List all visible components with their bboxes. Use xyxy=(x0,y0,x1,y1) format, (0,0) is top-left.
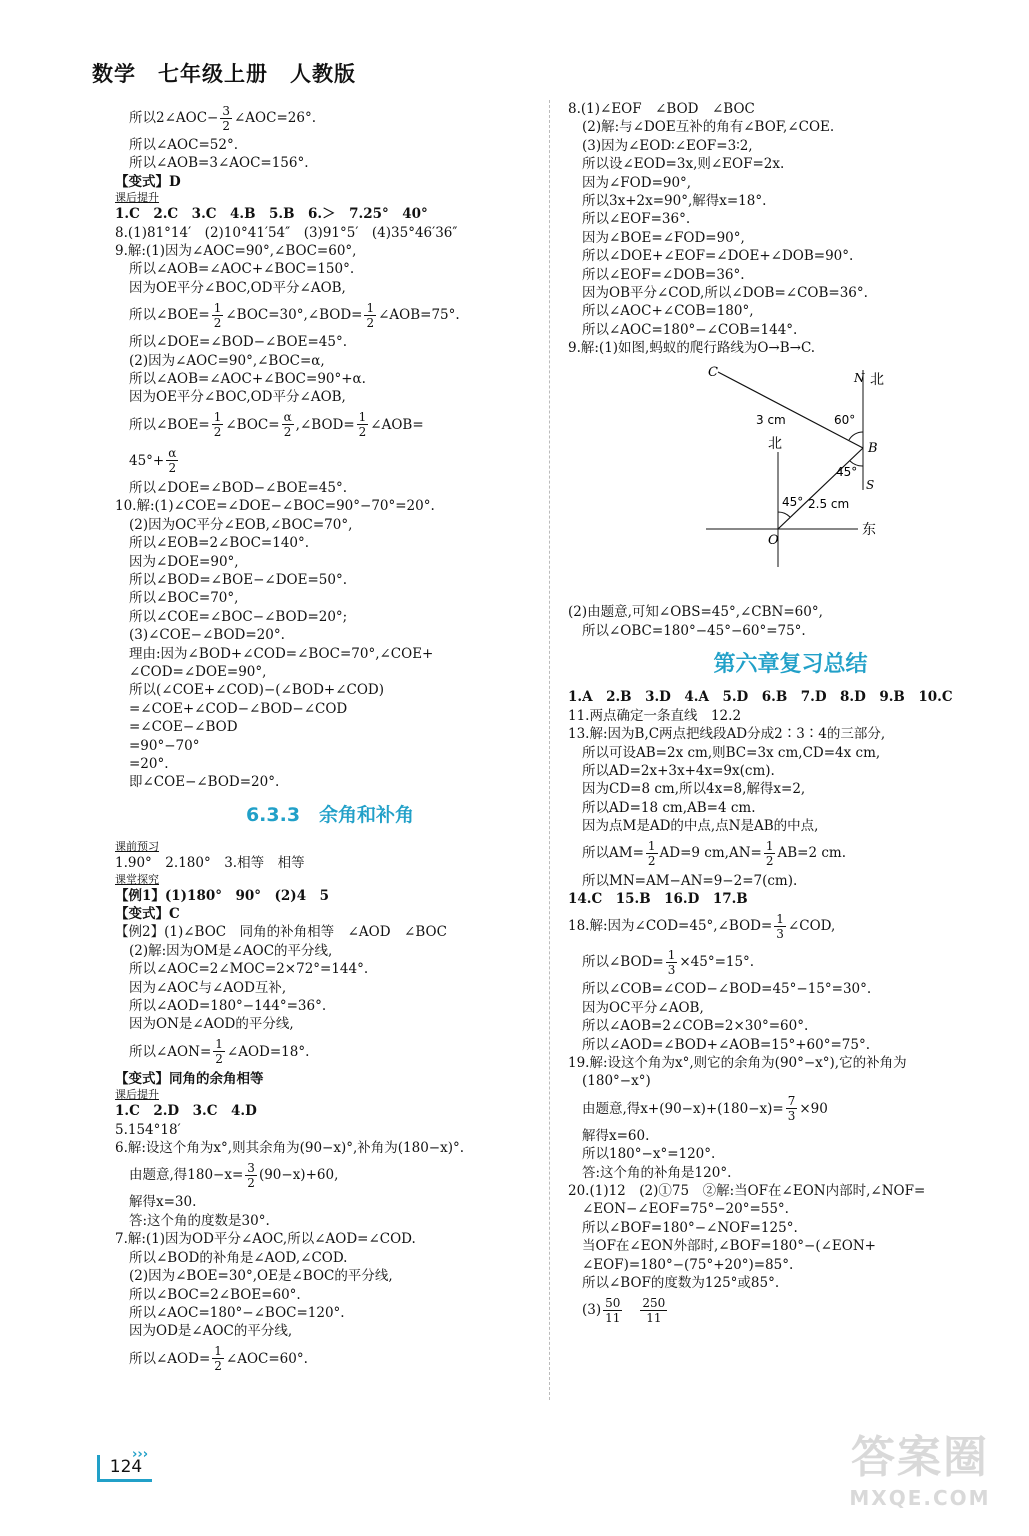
page-arrows-icon: ››› xyxy=(132,1447,149,1462)
solution-line: 9.解:(1)如图,蚂蚁的爬行路线为O→B→C. xyxy=(568,340,816,357)
solution-line: 因为OE平分∠BOC,OD平分∠AOB, xyxy=(129,279,346,296)
text-line: 所以2∠AOC− $\frac{3}{2}$ ∠AOC=26°. xyxy=(129,103,316,133)
solution-line: =90°−70° xyxy=(129,737,200,754)
answer-line: 11.两点确定一条直线 12.2 xyxy=(568,707,742,724)
solution-line: 10.解:(1)∠COE=∠DOE−∠BOC=90°−70°=20°. xyxy=(115,498,435,515)
solution-line: (3)∠COE−∠BOD=20°. xyxy=(129,627,285,644)
solution-line: 因为ON是∠AOD的平分线, xyxy=(129,1016,294,1033)
solution-line: 所以∠AOC+∠COB=180°, xyxy=(582,303,754,320)
solution-line: ∠COD=∠DOE=90°, xyxy=(129,663,267,680)
fraction: $\frac{7}{3}$ xyxy=(787,1094,796,1124)
solution-line: 所以∠AOB=∠AOC+∠BOC=90°+α. xyxy=(129,371,366,388)
segment-cb xyxy=(718,372,863,448)
solution-line: =20°. xyxy=(129,755,169,772)
solution-line: 理由:因为∠BOD+∠COD=∠BOC=70°,∠COE+ xyxy=(129,645,434,662)
label-east: 东 xyxy=(862,521,876,538)
solution-line: 18.解:因为∠COD=45°,∠BOD= $\frac{1}{3}$ ∠COD, xyxy=(568,911,836,941)
solution-line: 因为CD=8 cm,所以4x=8,解得x=2, xyxy=(582,781,806,798)
solution-line: 所以∠BOF的度数为125°或85°. xyxy=(582,1275,780,1292)
solution-line: 因为点M是AD的中点,点N是AB的中点, xyxy=(582,818,819,835)
solution-line: ∠EON−∠EOF=75°−20°=55°. xyxy=(582,1201,789,1218)
page-header: 数学 七年级上册 人教版 xyxy=(92,62,356,86)
variant-label: 【变式】C xyxy=(115,906,180,922)
angle-arc-60 xyxy=(849,432,863,440)
solution-line: (2)解:与∠DOE互补的角有∠BOF,∠COE. xyxy=(582,119,835,136)
solution-line: 所以∠AOC=180°−∠BOC=120°. xyxy=(129,1304,345,1321)
variant-label: 【变式】D xyxy=(115,173,181,190)
segment-ob xyxy=(778,448,863,529)
angle-arc-45-o xyxy=(778,512,790,517)
solution-line: (3)因为∠EOD∶∠EOF=3∶2, xyxy=(582,137,753,154)
label-n: N xyxy=(854,370,865,385)
answer-line: 1.C 2.D 3.C 4.D xyxy=(115,1103,257,1120)
left-column xyxy=(115,100,545,1377)
solution-line: 所以∠AOD= $\frac{1}{2}$ ∠AOC=60°. xyxy=(129,1344,308,1374)
solution-line: 所以∠COB=∠COD−∠BOD=45°−15°=30°. xyxy=(582,981,872,998)
solution-line: 所以(∠COE+∠COD)−(∠BOD+∠COD) xyxy=(129,682,385,699)
text-line: 所以∠AOB=3∠AOC=156°. xyxy=(129,155,309,172)
solution-line: =∠COE−∠BOD xyxy=(129,719,238,736)
solution-line: 所以可设AB=2x cm,则BC=3x cm,CD=4x cm, xyxy=(582,744,881,761)
fraction: $\frac{3}{2}$ xyxy=(247,1160,255,1190)
section-label: 课后提升 xyxy=(115,191,159,205)
solution-line: 所以∠AOC=180°−∠COB=144°. xyxy=(582,321,798,338)
solution-line: 所以AD=2x+3x+4x=9x(cm). xyxy=(582,762,775,779)
solution-line: 因为∠AOC与∠AOD互补, xyxy=(129,979,287,996)
solution-line: (3) $\frac{50}{11}$ $\frac{250}{11}$ xyxy=(582,1295,666,1325)
solution-line: 所以∠BOF=180°−∠NOF=125°. xyxy=(582,1219,798,1236)
answer-line: 14.C 15.B 16.D 17.B xyxy=(568,890,748,907)
answer-line: 1.90° 2.180° 3.相等 相等 xyxy=(115,855,305,872)
fraction: $\frac{1}{2}$ xyxy=(213,410,222,440)
fraction: $\frac{1}{2}$ xyxy=(214,1344,222,1374)
fraction: $\frac{50}{11}$ xyxy=(605,1295,621,1325)
solution-line: 所以180°−x°=120°. xyxy=(582,1146,716,1163)
section-label: 课堂探究 xyxy=(115,872,159,886)
solution-line: 即∠COE−∠BOD=20°. xyxy=(129,774,280,791)
text-line: 所以∠AOC=52°. xyxy=(129,137,238,153)
solution-line: 所以∠OBC=180°−45°−60°=75°. xyxy=(582,622,806,639)
right-column xyxy=(568,100,1013,1328)
label-25cm: 2.5 cm xyxy=(808,496,850,511)
label-60: 60° xyxy=(834,412,856,427)
example-line: 【例1】(1)180° 90° (2)4 5 xyxy=(115,887,329,904)
solution-line: =∠COE+∠COD−∠BOD−∠COD xyxy=(129,700,348,717)
fraction: $\frac{1}{2}$ xyxy=(765,839,774,869)
solution-line: 所以∠BOD= $\frac{1}{3}$ ×45°=15°. xyxy=(582,947,755,977)
solution-line: 所以∠EOB=2∠BOC=140°. xyxy=(129,535,310,552)
fraction: $\frac{1}{2}$ xyxy=(358,410,367,440)
solution-line: 因为OD是∠AOC的平分线, xyxy=(129,1323,293,1340)
solution-line: 由题意,得x+(90−x)+(180−x)= $\frac{7}{3}$ ×90 xyxy=(582,1094,828,1124)
chapter-title: 第六章复习总结 xyxy=(713,651,868,677)
solution-line: 因为∠DOE=90°, xyxy=(129,553,239,570)
label-c: C xyxy=(708,364,718,380)
solution-line: (2)因为∠AOC=90°,∠BOC=α, xyxy=(129,352,325,369)
solution-line: 解得x=60. xyxy=(582,1127,650,1144)
variant-label: 【变式】同角的余角相等 xyxy=(115,1070,264,1087)
label-o: O xyxy=(768,532,779,548)
solution-line: 所以∠COE=∠BOC−∠BOD=20°; xyxy=(129,608,348,625)
solution-line: 所以∠DOE+∠EOF=∠DOE+∠DOB=90°. xyxy=(582,248,854,265)
solution-line: 所以∠AOB=∠AOC+∠BOC=150°. xyxy=(129,261,355,278)
section-label: 课后提升 xyxy=(115,1088,159,1102)
solution-line: 所以∠AOD=180°−144°=36°. xyxy=(129,998,327,1015)
label-b: B xyxy=(868,440,878,456)
solution-line: 所以∠BOC=70°, xyxy=(129,590,239,607)
solution-line: (2)因为OC平分∠EOB,∠BOC=70°, xyxy=(129,516,353,533)
solution-line: 所以3x+2x=90°,解得x=18°. xyxy=(582,193,767,210)
ant-path-diagram xyxy=(698,362,898,592)
column-divider xyxy=(549,100,550,1400)
fraction: $\frac{1}{2}$ xyxy=(215,1037,223,1067)
solution-line: 所以设∠EOD=3x,则∠EOF=2x. xyxy=(582,156,785,173)
solution-line: 19.解:设这个角为x°,则它的余角为(90°−x°),它的补角为 xyxy=(568,1055,907,1071)
section-label: 课前预习 xyxy=(115,840,159,854)
solution-line: 所以AM= $\frac{1}{2}$ AD=9 cm,AN= $\frac{1}{2}$ AB=2 cm. xyxy=(582,839,846,869)
solution-line: 13.解:因为B,C两点把线段AD分成2∶3∶4的三部分, xyxy=(568,726,886,743)
solution-line: 因为∠FOD=90°, xyxy=(582,174,692,191)
solution-line: 6.解:设这个角为x°,则其余角为(90−x)°,补角为(180−x)°. xyxy=(115,1140,465,1157)
solution-line: 答:这个角的补角是120°. xyxy=(582,1164,732,1181)
fraction: $\frac{\alpha}{2}$ xyxy=(168,446,177,476)
section-title: 6.3.3 余角和补角 xyxy=(245,803,415,826)
fraction: $\frac{\alpha}{2}$ xyxy=(283,410,292,440)
solution-line: ∠EOF)=180°−(75°+20°)=85°. xyxy=(582,1256,794,1273)
fraction: $\frac{250}{11}$ xyxy=(642,1295,666,1325)
answer-line: 1.A 2.B 3.D 4.A 5.D 6.B 7.D 8.D 9.B 10.C xyxy=(568,689,953,706)
solution-line: 答:这个角的度数是30°. xyxy=(129,1212,270,1229)
solution-line: 因为OC平分∠AOB, xyxy=(582,999,704,1016)
solution-line: 因为OE平分∠BOC,OD平分∠AOB, xyxy=(129,389,346,406)
solution-line: (2)解:因为OM是∠AOC的平分线, xyxy=(129,942,333,959)
fraction: $\frac{1}{2}$ xyxy=(647,839,656,869)
fraction: $\frac{1}{2}$ xyxy=(213,300,222,330)
solution-line: 所以∠AOB=2∠COB=2×30°=60°. xyxy=(582,1018,809,1035)
solution-line: 9.解:(1)因为∠AOC=90°,∠BOC=60°, xyxy=(115,243,357,260)
solution-line: 所以∠BOD的补角是∠AOD,∠COD. xyxy=(129,1249,348,1266)
solution-line: 所以∠AOD=∠BOD+∠AOB=15°+60°=75°. xyxy=(582,1036,871,1053)
solution-line: (2)因为∠BOE=30°,OE是∠BOC的平分线, xyxy=(129,1268,393,1285)
solution-line: (2)由题意,可知∠OBS=45°,∠CBN=60°, xyxy=(568,604,823,621)
solution-line: 由题意,得180−x= $\frac{3}{2}$ (90−x)+60, xyxy=(129,1160,339,1190)
fraction: $\frac{1}{3}$ xyxy=(667,947,676,977)
solution-line: 当OF在∠EON外部时,∠BOF=180°−(∠EON+ xyxy=(582,1238,876,1255)
label-3cm: 3 cm xyxy=(756,412,786,427)
solution-line: (180°−x°) xyxy=(582,1073,651,1090)
page-number: 124 xyxy=(97,1455,152,1482)
solution-line: 所以AD=18 cm,AB=4 cm. xyxy=(582,799,756,816)
answer-line: 8.(1)81°14′ (2)10°41′54″ (3)91°5′ (4)35°46′36″ xyxy=(115,224,458,241)
solution-line: 解得x=30. xyxy=(129,1194,197,1211)
answer-line: 5.154°18′ xyxy=(115,1121,181,1138)
fraction: $\frac{3}{2}$ xyxy=(222,103,230,133)
solution-line: 所以MN=AM−AN=9−2=7(cm). xyxy=(582,872,798,889)
label-45-o: 45° xyxy=(782,494,804,509)
solution-line: 所以∠BOC=2∠BOE=60°. xyxy=(129,1286,301,1303)
solution-line: 因为∠BOE=∠FOD=90°, xyxy=(582,229,745,246)
example-line: 【例2】(1)∠BOC 同角的补角相等 ∠AOD ∠BOC xyxy=(115,924,447,941)
solution-line: 所以∠BOE= $\frac{1}{2}$ ∠BOC=30°,∠BOD= $\frac{1}{2}$ ∠AOB=75°. xyxy=(129,300,460,330)
fraction: $\frac{1}{3}$ xyxy=(776,911,784,941)
solution-line: 所以∠BOE= $\frac{1}{2}$ ∠BOC= $\frac{\alpha}{2}$ ,∠BOD= $\frac{1}{2}$ ∠AOB= xyxy=(129,410,424,440)
solution-line: 所以∠AON= $\frac{1}{2}$ ∠AOD=18°. xyxy=(129,1037,310,1067)
answer-line: 1.C 2.C 3.C 4.B 5.B 6.＞ 7.25° 40° xyxy=(115,206,428,223)
solution-line: 因为OB平分∠COD,所以∠DOB=∠COB=36°. xyxy=(582,285,868,302)
label-s: S xyxy=(866,477,875,492)
solution-line: 所以∠EOF=∠DOB=36°. xyxy=(582,266,745,283)
solution-line: 所以∠EOF=36°. xyxy=(582,211,691,228)
solution-line: 所以∠BOD=∠BOE−∠DOE=50°. xyxy=(129,571,347,588)
fraction: $\frac{1}{2}$ xyxy=(366,300,375,330)
solution-line: 45°+ $\frac{\alpha}{2}$ xyxy=(129,446,177,476)
solution-line: 8.(1)∠EOF ∠BOD ∠BOC xyxy=(568,101,755,117)
label-north-o: 北 xyxy=(768,435,782,452)
label-45-b: 45° xyxy=(836,464,858,479)
watermark-logo: 答案圈 MXQE.COM xyxy=(849,1432,991,1510)
label-north-b: 北 xyxy=(870,371,884,388)
solution-line: 20.(1)12 (2)①75 ②解:当OF在∠EON内部时,∠NOF= xyxy=(568,1183,926,1200)
solution-line: 所以∠AOC=2∠MOC=2×72°=144°. xyxy=(129,961,369,978)
solution-line: 所以∠DOE=∠BOD−∠BOE=45°. xyxy=(129,334,347,351)
solution-line: 所以∠DOE=∠BOD−∠BOE=45°. xyxy=(129,479,347,496)
solution-line: 7.解:(1)因为OD平分∠AOC,所以∠AOD=∠COD. xyxy=(115,1231,416,1248)
